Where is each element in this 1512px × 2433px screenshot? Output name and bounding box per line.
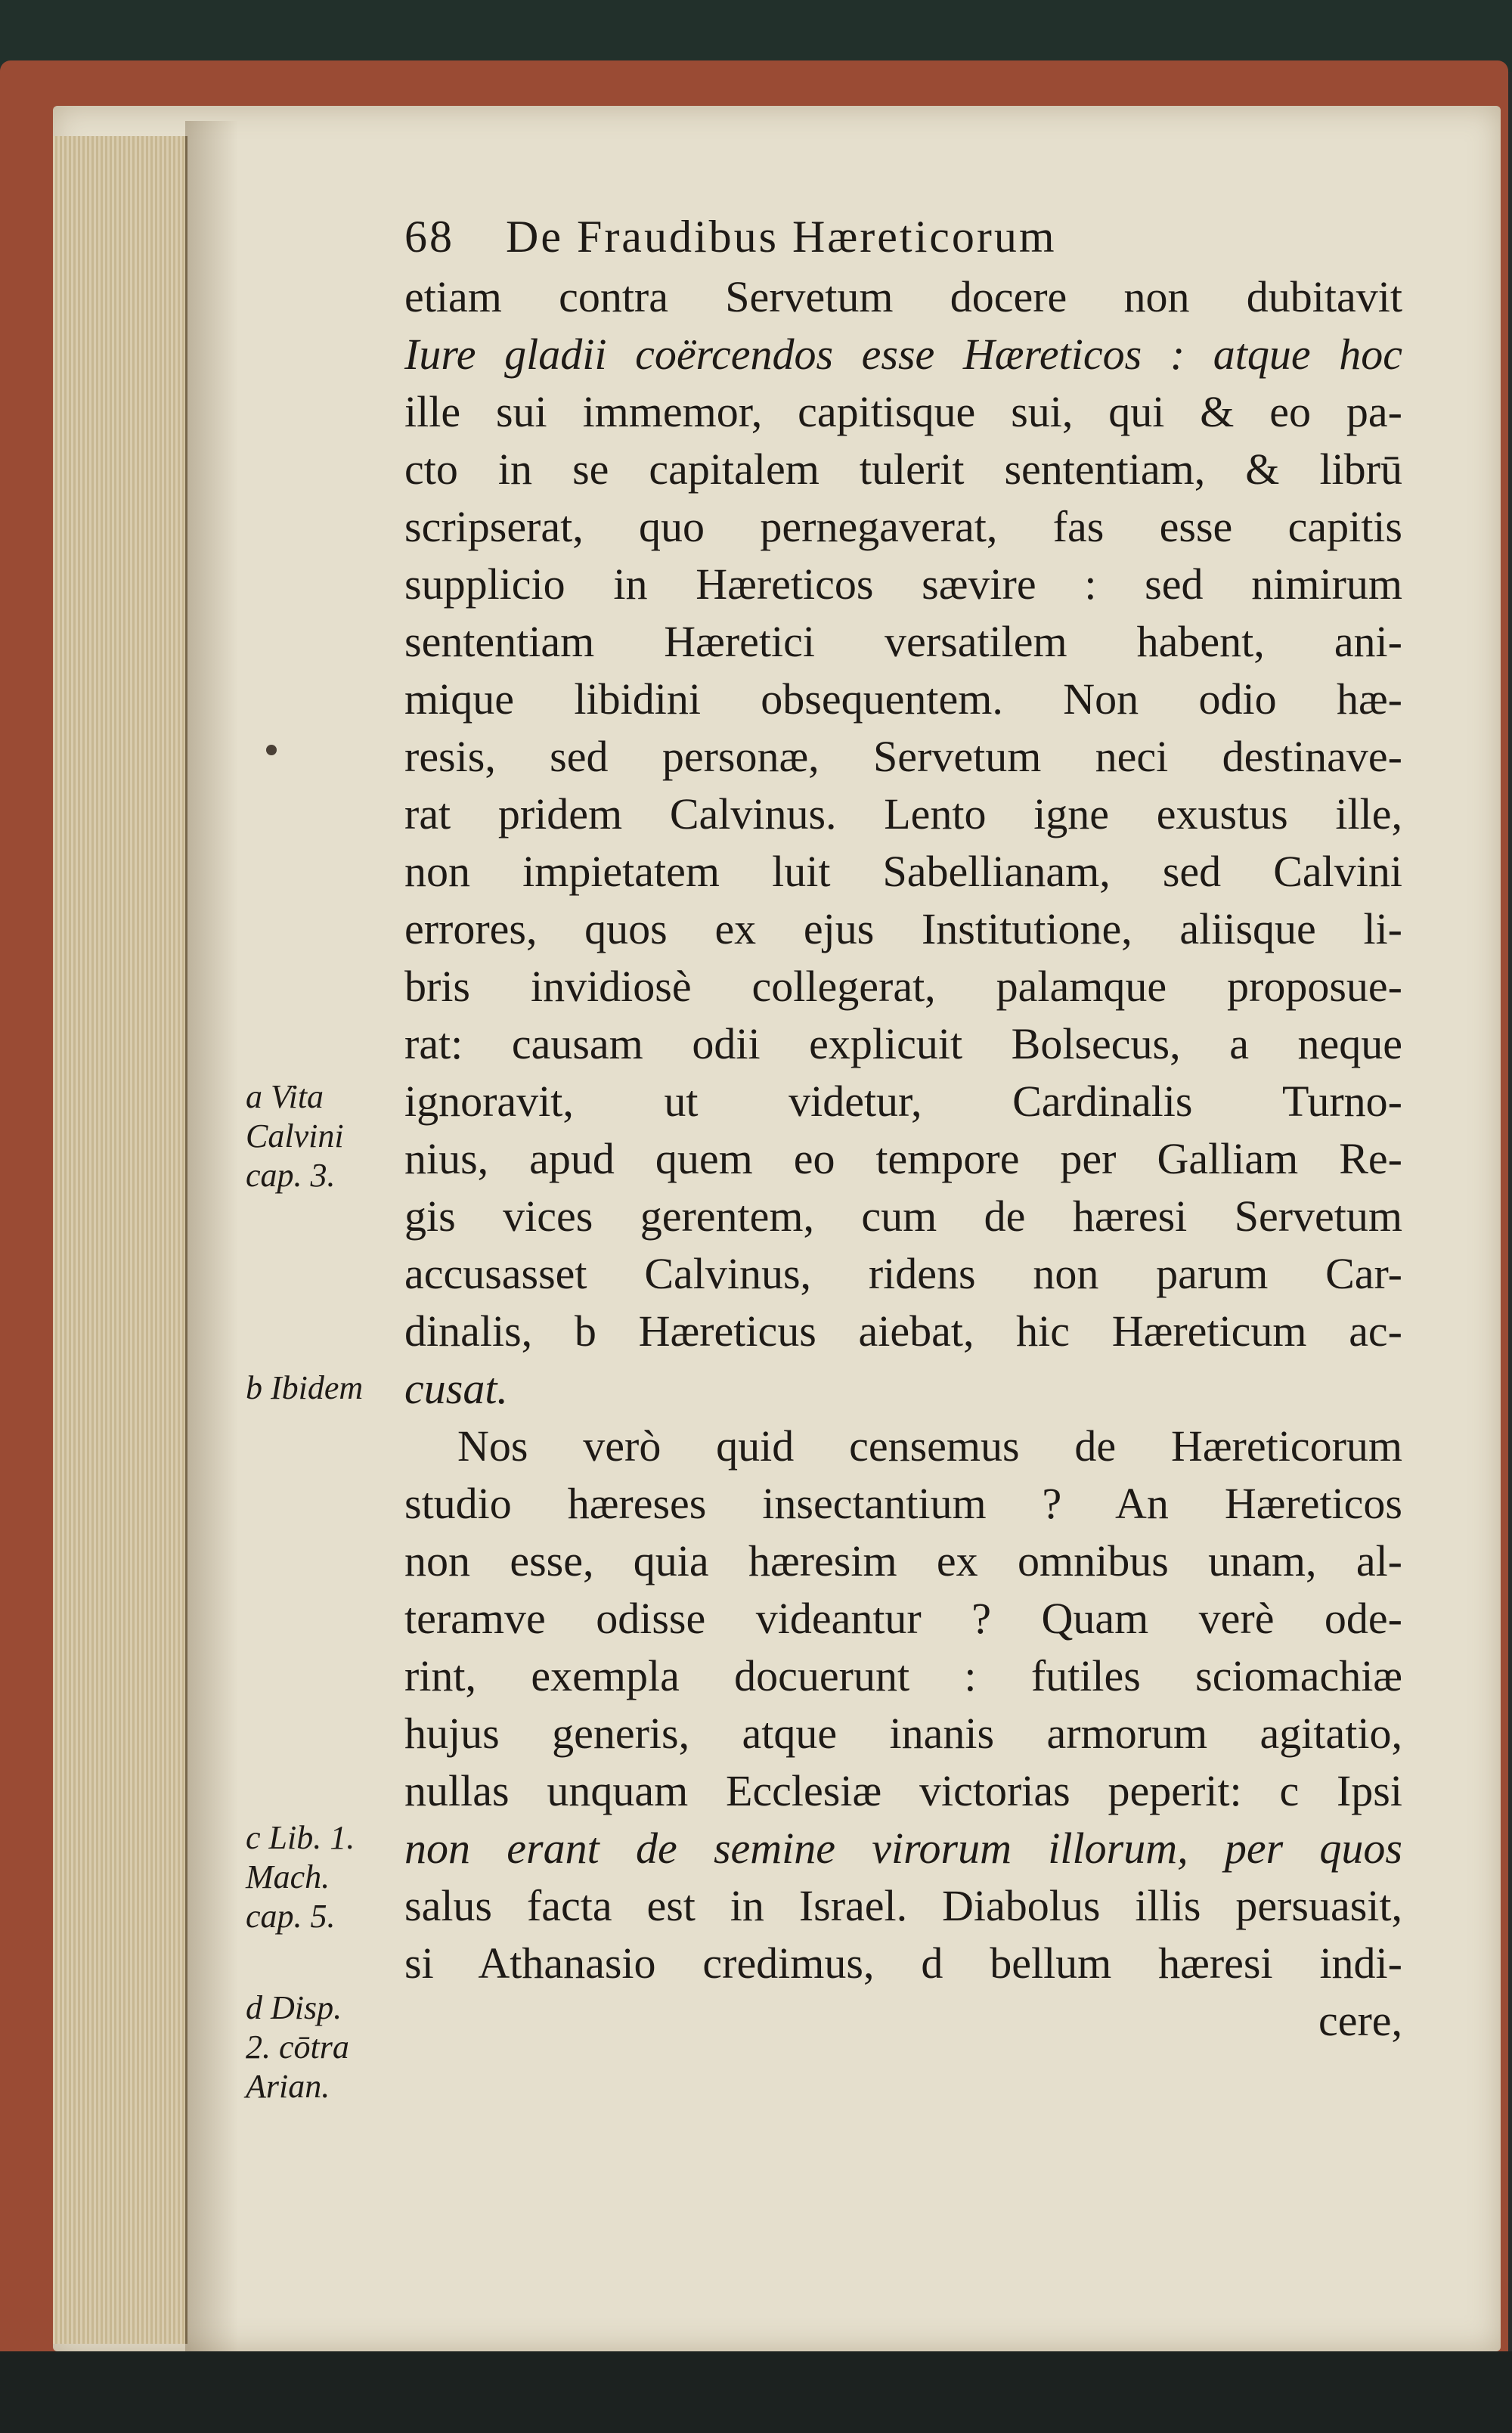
- note-marker: a: [246, 1078, 262, 1115]
- page-gutter: [185, 121, 238, 2351]
- page-number: 68: [404, 212, 454, 262]
- text-line: dinalis, b Hæreticus aiebat, hic Hæreticum ac-: [404, 1306, 1402, 1356]
- text-line: bris invidiosè collegerat, palamque proposue-: [404, 962, 1402, 1011]
- text-line: cusat.: [404, 1364, 508, 1413]
- note-line: Disp.: [271, 1989, 342, 2026]
- page-text: [404, 208, 1402, 2050]
- note-marker: d: [246, 1989, 262, 2026]
- text-line: Nos verò quid censemus de Hæreticorum: [457, 1421, 1402, 1471]
- note-line: cap. 5.: [246, 1898, 336, 1935]
- text-line: non impietatem luit Sabellianam, sed Calvini: [404, 847, 1402, 896]
- text-line: non esse, quia hæresim ex omnibus unam, al-: [404, 1536, 1402, 1585]
- note-line: Arian.: [246, 2068, 330, 2105]
- text-line: supplicio in Hæreticos sævire : sed nimirum: [404, 559, 1402, 609]
- text-line: mique libidini obsequentem. Non odio hæ-: [404, 674, 1402, 724]
- text-line: nius, apud quem eo tempore per Galliam Re-: [404, 1134, 1402, 1183]
- text-line: sententiam Hæretici versatilem habent, ani-: [404, 617, 1402, 666]
- margin-note-a: [246, 1077, 397, 1195]
- note-marker: c: [246, 1819, 261, 1856]
- margin-note-b: [246, 1368, 397, 1408]
- text-line: rat pridem Calvinus. Lento igne exustus ille,: [404, 789, 1402, 838]
- note-line: Lib. 1.: [268, 1819, 355, 1856]
- catchword: cere,: [1318, 1996, 1402, 2045]
- text-line: hujus generis, atque inanis armorum agitatio,: [404, 1709, 1402, 1758]
- margin-note-c: [246, 1818, 397, 1936]
- note-line: Calvini: [246, 1117, 344, 1155]
- text-line: scripserat, quo pernegaverat, fas esse capitis: [404, 502, 1402, 551]
- text-line: etiam contra Servetum docere non dubitavit: [404, 272, 1402, 321]
- note-line: 2. cōtra: [246, 2029, 349, 2066]
- page-edges: [53, 136, 187, 2344]
- note-marker: b: [246, 1369, 262, 1406]
- text-line: studio hæreses insectantium ? An Hæreticos: [404, 1479, 1402, 1528]
- text-line: ignoravit, ut videtur, Cardinalis Turno-: [404, 1077, 1402, 1126]
- running-header: [404, 208, 1402, 268]
- text-line: cto in se capitalem tulerit sententiam, & librū: [404, 445, 1402, 494]
- text-line: ille sui immemor, capitisque sui, qui & eo pa-: [404, 387, 1402, 436]
- margin-note-d: [246, 1988, 397, 2106]
- note-line: cap. 3.: [246, 1157, 336, 1194]
- text-line: rint, exempla docuerunt : futiles sciomachiæ: [404, 1651, 1402, 1700]
- text-line: salus facta est in Israel. Diabolus illis persuasit,: [404, 1881, 1402, 1930]
- text-line: non erant de semine virorum illorum, per quos: [404, 1824, 1402, 1873]
- text-line: gis vices gerentem, cum de hæresi Servetum: [404, 1192, 1402, 1241]
- text-line: accusasset Calvinus, ridens non parum Car-: [404, 1249, 1402, 1298]
- note-line: Ibidem: [271, 1369, 364, 1406]
- text-line: errores, quos ex ejus Institutione, aliisque li-: [404, 904, 1402, 953]
- background-bottom: [0, 2351, 1512, 2433]
- text-line: resis, sed personæ, Servetum neci destinave-: [404, 732, 1402, 781]
- text-line: si Athanasio credimus, d bellum hæresi indi-: [404, 1939, 1402, 1988]
- running-title: De Fraudibus Hæreticorum: [506, 212, 1057, 262]
- text-line: teramve odisse videantur ? Quam verè ode-: [404, 1594, 1402, 1643]
- text-line: rat: causam odii explicuit Bolsecus, a neque: [404, 1019, 1402, 1068]
- note-line: Vita: [271, 1078, 324, 1115]
- text-line: nullas unquam Ecclesiæ victorias peperit: c Ipsi: [404, 1766, 1402, 1815]
- text-line: Iure gladii coërcendos esse Hæreticos : atque hoc: [404, 330, 1402, 379]
- note-line: Mach.: [246, 1858, 330, 1895]
- margin-dot: [266, 745, 277, 755]
